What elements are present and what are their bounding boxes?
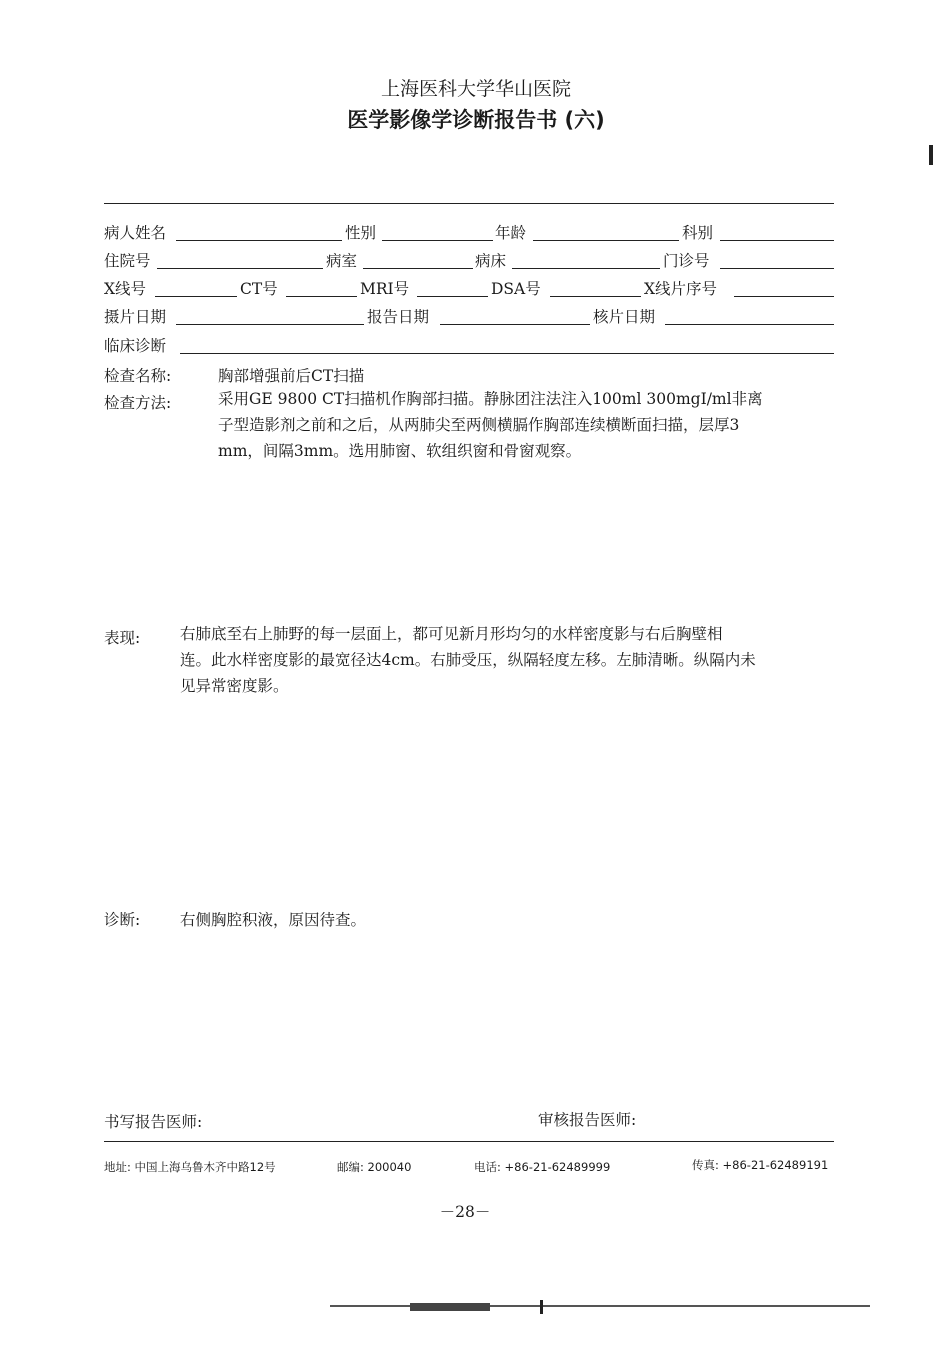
scan-mark (929, 145, 933, 165)
reviewer-signature-label: 审核报告医师: (538, 1111, 637, 1129)
department-label: 科别 (682, 224, 714, 242)
exam-name-value: 胸部增强前后CT扫描 (218, 367, 365, 385)
scan-mark (540, 1300, 543, 1314)
patient-name-label: 病人姓名 (104, 224, 167, 242)
dsa-no-label: DSA号 (491, 280, 541, 298)
department-field[interactable] (720, 240, 834, 241)
exam-method-line: mm，间隔3mm。选用肺窗、软组织窗和骨窗观察。 (218, 442, 582, 460)
findings-line: 连。此水样密度影的最宽径达4cm。右肺受压，纵隔轻度左移。左肺清晰。纵隔内未 (180, 651, 756, 669)
sex-field[interactable] (382, 240, 493, 241)
findings-text (180, 621, 840, 699)
ward-label: 病室 (326, 252, 358, 270)
exam-method-line: 采用GE 9800 CT扫描机作胸部扫描。静脉团注法注入100ml 300mgI/ml非离 (218, 390, 763, 408)
mri-no-field[interactable] (417, 296, 488, 297)
page-number: －28－ (439, 1203, 491, 1221)
xray-no-field[interactable] (155, 296, 237, 297)
outpatient-no-label: 门诊号 (663, 252, 710, 270)
sex-label: 性别 (345, 224, 377, 242)
age-field[interactable] (533, 240, 679, 241)
dsa-no-field[interactable] (550, 296, 641, 297)
outpatient-no-field[interactable] (720, 268, 834, 269)
report-date-label: 报告日期 (367, 308, 430, 326)
bed-label: 病床 (475, 252, 507, 270)
exam-method-label: 检查方法: (104, 394, 172, 412)
clinical-diagnosis-field[interactable] (180, 353, 834, 354)
xray-no-label: X线号 (104, 280, 147, 298)
clinical-diagnosis-label: 临床诊断 (104, 337, 167, 355)
verify-date-field[interactable] (665, 324, 834, 325)
film-date-field[interactable] (176, 324, 364, 325)
hospital-name: 上海医科大学华山医院 (380, 78, 571, 100)
footer-fax: 传真: +86-21-62489191 (692, 1158, 829, 1172)
mri-no-label: MRI号 (360, 280, 410, 298)
inpatient-no-field[interactable] (157, 268, 323, 269)
ct-no-label: CT号 (240, 280, 278, 298)
patient-name-field[interactable] (176, 240, 342, 241)
exam-method-text (218, 386, 838, 464)
bed-field[interactable] (512, 268, 660, 269)
inpatient-no-label: 住院号 (104, 252, 151, 270)
footer-address: 地址: 中国上海乌鲁木齐中路12号 (104, 1160, 276, 1174)
footer-phone: 电话: +86-21-62489999 (474, 1160, 611, 1174)
findings-line: 右肺底至右上肺野的每一层面上，都可见新月形均匀的水样密度影与右后胸壁相 (180, 625, 723, 643)
report-title: 医学影像学诊断报告书 (六) (347, 108, 605, 132)
ward-field[interactable] (363, 268, 473, 269)
exam-method-line: 子型造影剂之前和之后，从两肺尖至两侧横膈作胸部连续横断面扫描，层厚3 (218, 416, 740, 434)
report-date-field[interactable] (440, 324, 590, 325)
top-rule (104, 203, 834, 204)
diagnosis-label: 诊断: (104, 911, 141, 929)
ct-no-field[interactable] (286, 296, 357, 297)
diagnosis-value: 右侧胸腔积液，原因待查。 (180, 911, 367, 929)
findings-label: 表现: (104, 629, 141, 647)
xray-film-seq-field[interactable] (734, 296, 834, 297)
xray-film-seq-label: X线片序号 (644, 280, 718, 298)
exam-name-label: 检查名称: (104, 367, 172, 385)
age-label: 年龄 (495, 224, 527, 242)
footer-rule (104, 1141, 834, 1142)
footer-postcode: 邮编: 200040 (337, 1160, 412, 1174)
scan-smudge (410, 1303, 490, 1311)
film-date-label: 摄片日期 (104, 308, 167, 326)
writer-signature-label: 书写报告医师: (104, 1113, 203, 1131)
findings-line: 见异常密度影。 (180, 677, 289, 695)
verify-date-label: 核片日期 (593, 308, 656, 326)
